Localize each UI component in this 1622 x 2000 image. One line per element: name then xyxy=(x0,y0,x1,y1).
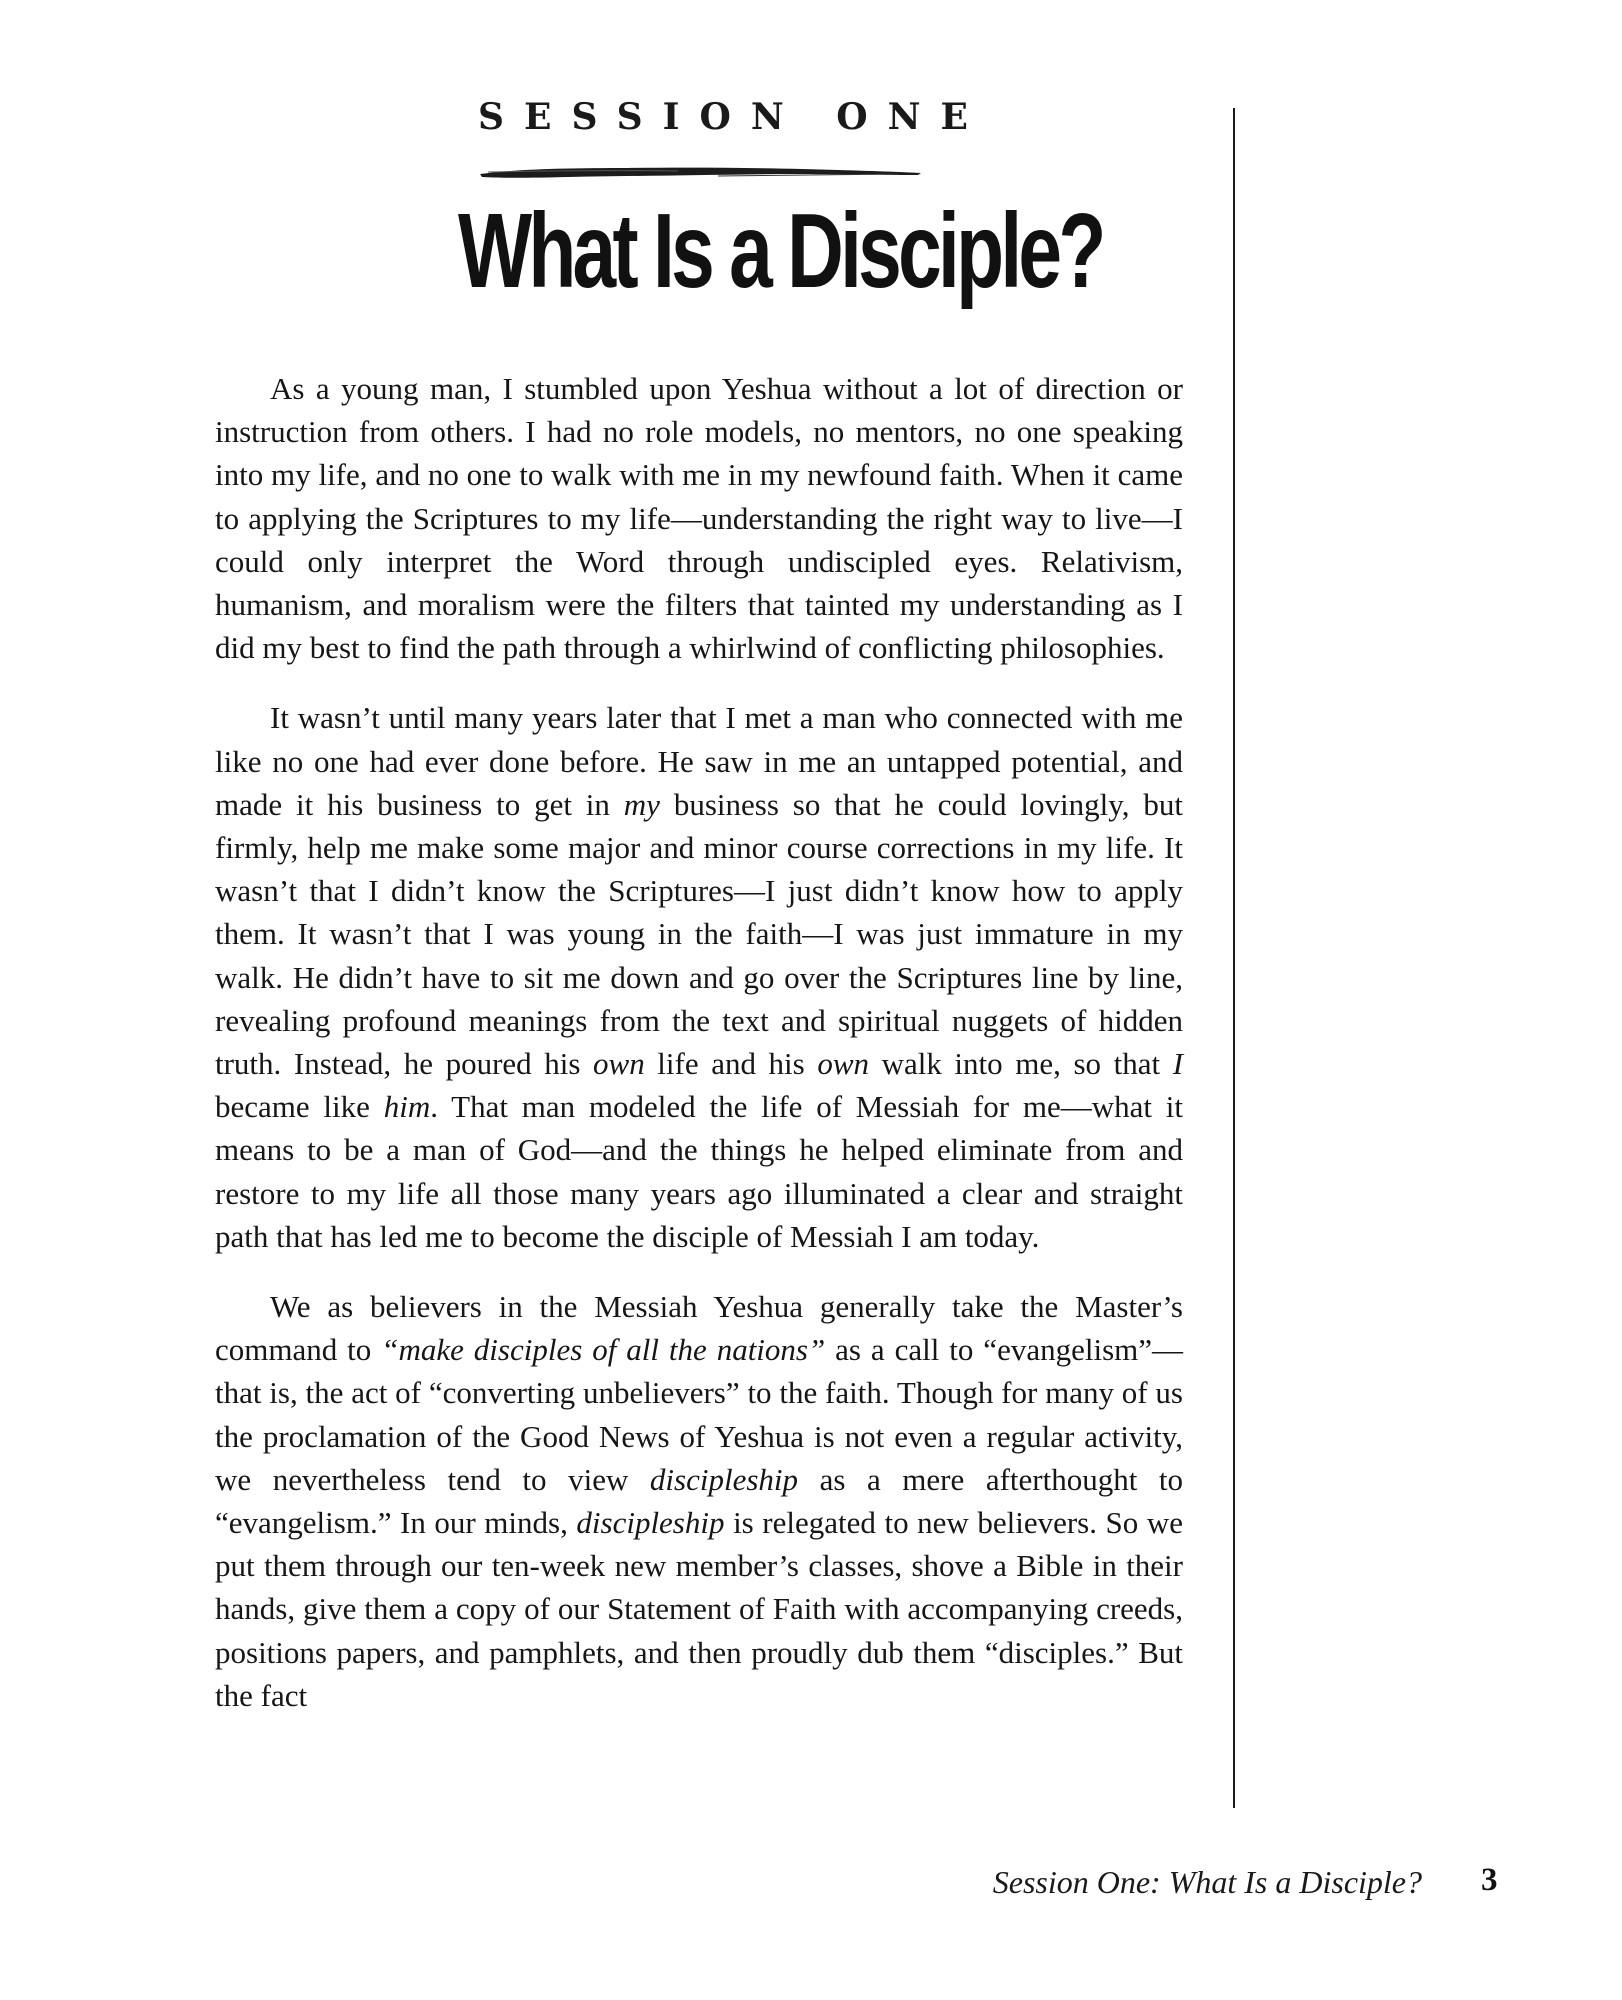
body-paragraph xyxy=(215,1285,1183,1717)
italic-text: own xyxy=(817,1046,869,1082)
text-run: as a mere afterthought to “evangelism.” In our minds, xyxy=(215,1461,1183,1541)
text-run: became like xyxy=(215,1089,384,1125)
italic-text: discipleship xyxy=(576,1505,725,1541)
text-run: as a call to “evangelism”—that is, the act of “converting unbelievers” to the faith. Though for many of us the proclamation of the Good News of Yeshua is not even a regular activity, we nevertheless tend to view xyxy=(215,1332,1184,1497)
italic-text: own xyxy=(593,1046,645,1082)
body-text xyxy=(215,367,1183,1744)
text-run: We as believers in the Messiah Yeshua generally take the Master’s command to xyxy=(215,1289,1183,1368)
text-run: life and his xyxy=(644,1046,818,1082)
brush-stroke-divider xyxy=(478,162,923,180)
page-title: What Is a Disciple? xyxy=(458,192,1103,310)
page-number: 3 xyxy=(1481,1862,1498,1898)
body-paragraph xyxy=(215,696,1183,1258)
italic-text: him xyxy=(383,1089,431,1125)
italic-text: I xyxy=(1172,1046,1184,1082)
running-footer-title: Session One: What Is a Disciple? xyxy=(992,1864,1422,1900)
text-run: walk into me, so that xyxy=(869,1046,1173,1082)
text-run: is relegated to new believers. So we put them through our ten-week new member’s classes, shove a Bible in their hands, give them a copy of our Statement of Faith with accompanying creeds, positions papers, and pamphlets, and then proudly dub them “disciples.” But the fact xyxy=(215,1505,1183,1713)
italic-text: “make disciples of all the nations” xyxy=(381,1332,826,1368)
text-run: business so that he could lovingly, but firmly, help me make some major and minor course corrections in my life. It wasn’t that I didn’t know the Scriptures—I just didn’t know how to apply them. It wasn’t that I was young in the faith—I was just immature in my walk. He didn’t have to sit me down and go over the Scriptures line by line, revealing profound meanings from the text and spiritual nuggets of hidden truth. Instead, he poured his xyxy=(215,786,1183,1082)
text-run: . That man modeled the life of Messiah for me—what it means to be a man of God—and the things he helped eliminate from and restore to my life all those many years ago illuminated a clear and straight path that has led me to become the disciple of Messiah I am today. xyxy=(215,1089,1183,1254)
text-run: As a young man, I stumbled upon Yeshua without a lot of direction or instruction from others. I had no role models, no mentors, no one speaking into my life, and no one to walk with me in my newfound faith. When it came to applying the Scriptures to my life—understanding the right way to live—I could only interpret the Word through undiscipled eyes. Relativism, humanism, and moralism were the filters that tainted my understanding as I did my best to find the path through a whirlwind of conflicting philosophies. xyxy=(215,371,1183,666)
body-paragraph xyxy=(215,367,1183,669)
italic-text: discipleship xyxy=(649,1461,799,1497)
italic-text: my xyxy=(623,786,660,822)
session-label: SESSION ONE xyxy=(478,96,988,138)
vertical-rule xyxy=(1233,108,1235,1808)
text-run: It wasn’t until many years later that I met a man who connected with me like no one had ever done before. He saw in me an untapped potential, and made it his business to get in xyxy=(215,700,1183,822)
